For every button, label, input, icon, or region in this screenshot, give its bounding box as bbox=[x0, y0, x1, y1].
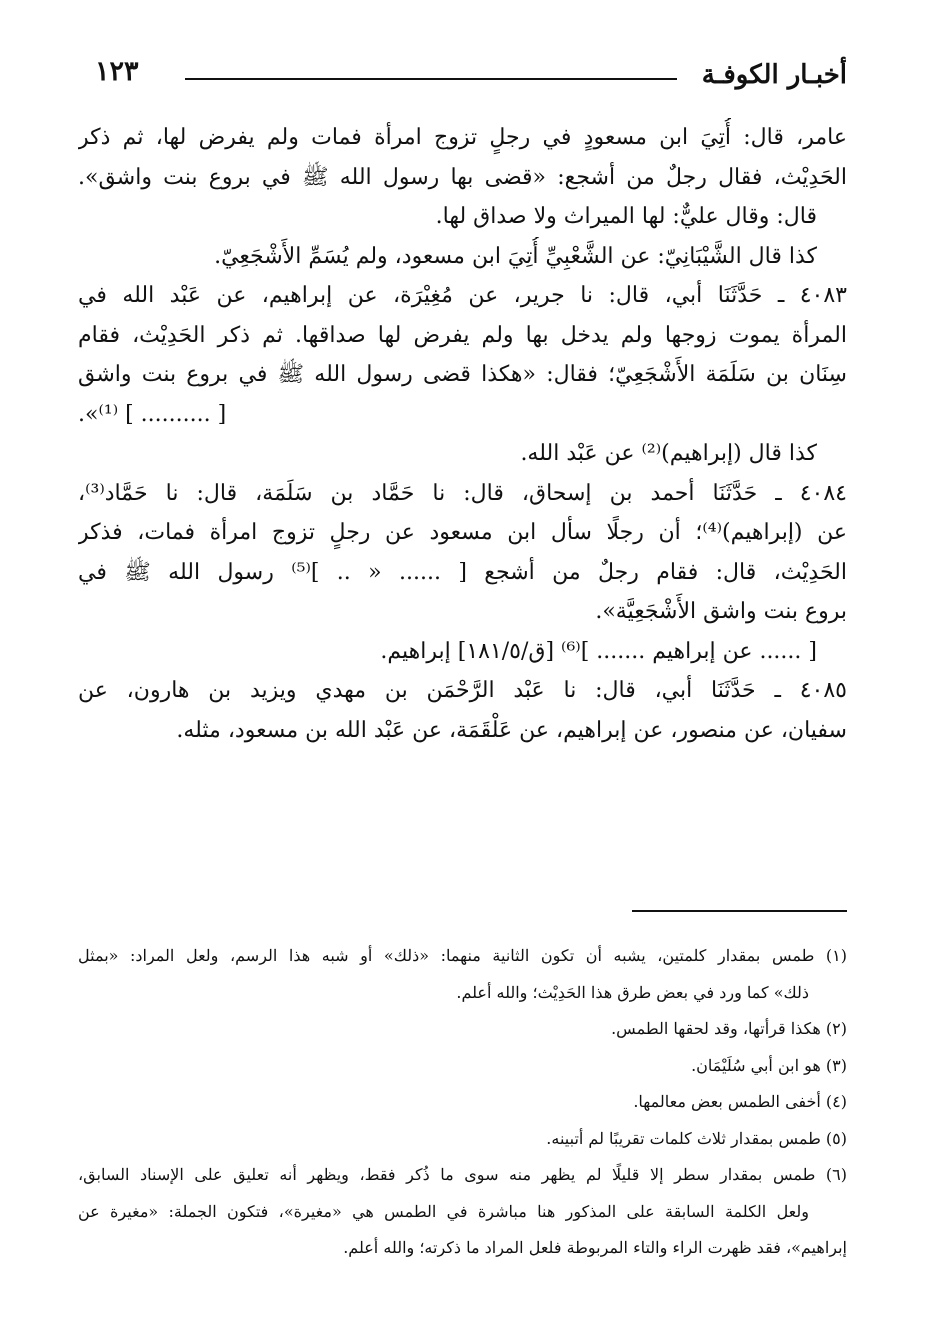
text-line: عن (إبراهيم)⁽⁴⁾؛ أن رجلًا سأل ابن مسعود عن رجلٍ تزوج امرأة فمات، فذكر bbox=[78, 520, 847, 545]
text-line: الحَدِيْث، قال: فقام رجلٌ من أشجع [ ...... « .. ]⁽⁵⁾ رسول الله ﷺ في bbox=[78, 559, 847, 585]
footnote-separator bbox=[632, 910, 847, 912]
header-rule bbox=[185, 78, 677, 80]
page-number: ١٢٣ bbox=[95, 56, 139, 87]
text-line: [ .......... ] ⁽¹⁾». bbox=[78, 401, 227, 427]
footnote-line: ذلك» كما ورد في بعض طرق هذا الحَدِيْث؛ والله أعلم. bbox=[456, 982, 809, 1002]
text-line: قال: وقال عليٌّ: لها الميراث ولا صداق لها. bbox=[435, 204, 817, 229]
text-line: سفيان، عن منصور، عن إبراهيم، عن عَلْقَمَة، عن عَبْد الله بن مسعود، مثله. bbox=[176, 717, 847, 743]
hadith-4085-line: ٤٠٨٥ ـ حَدَّثَنَا أبي، قال: نا عَبْد الرَّحْمَن بن مهدي ويزيد بن هارون، عن bbox=[78, 678, 847, 703]
footnote-line: (٤) أخفى الطمس بعض معالمها. bbox=[633, 1092, 847, 1111]
footnote-line: (٥) طمس بمقدار ثلاث كلمات تقريبًا لم أتبينه. bbox=[546, 1128, 847, 1148]
footnote-line: (٣) هو ابن أبي سُلَيْمَان. bbox=[691, 1055, 847, 1075]
footnote-line: ولعل الكلمة السابقة على المذكور هنا مباشرة في الطمس هي «مغيرة»، فتكون الجملة: «مغيرة عن bbox=[78, 1201, 810, 1221]
main-text bbox=[78, 118, 847, 750]
footnote-line: (٢) هكذا قرأتها، وقد لحقها الطمس. bbox=[611, 1019, 847, 1038]
hadith-4084-line: ٤٠٨٤ ـ حَدَّثَنَا أحمد بن إسحاق، قال: نا حَمَّاد بن سَلَمَة، قال: نا حَمَّاد⁽³⁾، bbox=[78, 480, 847, 506]
text-line: عامر، قال: أُتِيَ ابن مسعودٍ في رجلٍ تزوج امرأة فمات ولم يفرض لها، ثم ذكر bbox=[78, 125, 847, 150]
text-line: الحَدِيْث، فقال رجلٌ من أشجع: «قضى بها رسول الله ﷺ في بروع بنت واشق». bbox=[78, 164, 847, 190]
running-header bbox=[95, 54, 847, 98]
footnote-line: (١) طمس بمقدار كلمتين، يشبه أن تكون الثانية منهما: «ذلك» أو شبه هذا الرسم، ولعل المراد: «بمثل bbox=[78, 946, 847, 965]
text-line: المرأة يموت زوجها ولم يدخل بها ولم يفرض لها صداقها. ثم ذكر الحَدِيْث، فقام bbox=[78, 322, 847, 348]
text-line: كذا قال (إبراهيم)⁽²⁾ عن عَبْد الله. bbox=[520, 441, 817, 466]
text-line: [ ...... عن إبراهيم ....... ]⁽⁶⁾ [ق/١٨١/٥] إبراهيم. bbox=[380, 638, 817, 664]
text-line: بروع بنت واشق الأَشْجَعِيَّة». bbox=[595, 599, 847, 624]
hadith-4083-line: ٤٠٨٣ ـ حَدَّثَنَا أبي، قال: نا جرير، عن مُغِيْرَة، عن إبراهيم، عن عَبْد الله في bbox=[78, 283, 847, 308]
text-line: سِنَان بن سَلَمَة الأَشْجَعِيّ؛ فقال: «هكذا قضى رسول الله ﷺ في بروع بنت واشق bbox=[78, 362, 847, 387]
text-line: كذا قال الشَّيْبَانِيّ: عن الشَّعْبِيِّ أُتِيَ ابن مسعود، ولم يُسَمِّ الأَشْجَعِيّ. bbox=[214, 243, 817, 269]
footnotes bbox=[78, 938, 847, 1267]
header-title: أخبـار الكوفـة bbox=[701, 60, 847, 90]
footnote-line: إبراهيم»، فقد ظهرت الراء والتاء المربوطة فلعل المراد ما ذكرته؛ والله أعلم. bbox=[343, 1238, 847, 1257]
footnote-line: (٦) طمس بمقدار سطر إلا قليلًا لم يظهر منه سوى ما ذُكر فقط، ويظهر أنه تعليق على الإسناد السابق، bbox=[78, 1165, 847, 1184]
